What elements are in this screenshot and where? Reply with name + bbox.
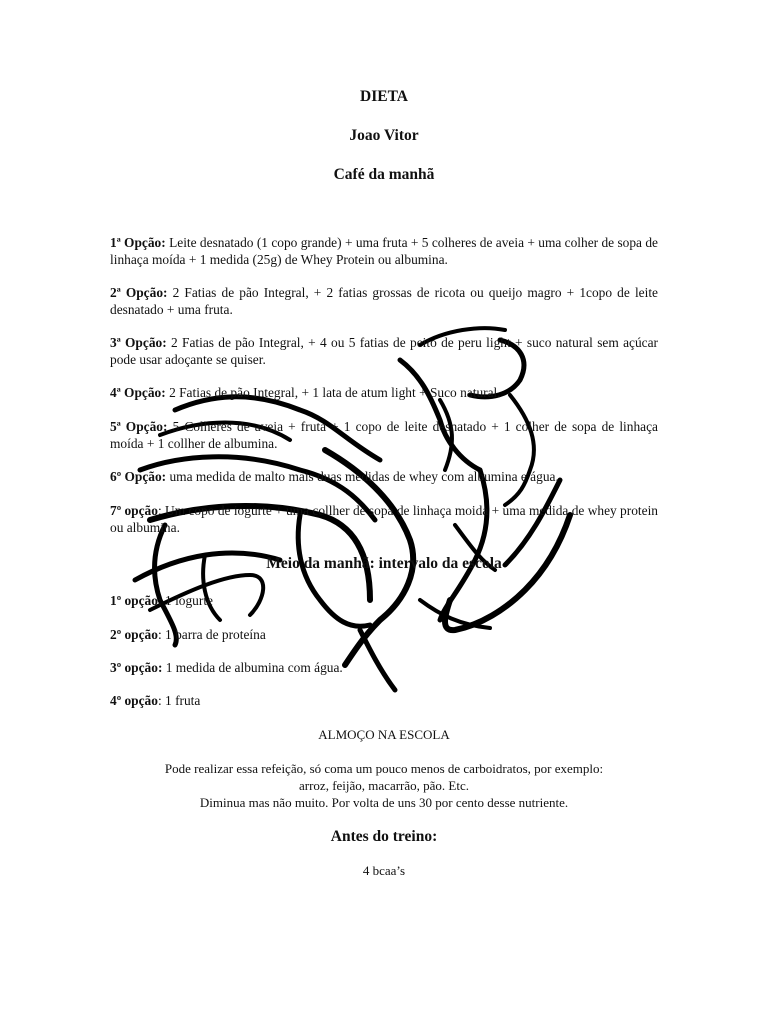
breakfast-option-7 [110,503,658,536]
breakfast-option-4 [110,385,658,402]
option-text: 5 Colheres de aveia + fruta + 1 copo de leite desnatado + 1 colher de sopa de linhaça moída + 1 collher de albumina. [110,419,658,451]
option-text: 2 Fatias de pão Integral, + 2 fatias grossas de ricota ou queijo magro + 1copo de leite desnatado + uma fruta. [110,285,658,317]
option-label: 5ª Opção: [110,419,168,434]
option-label: 4º opção [110,693,158,708]
document-title: DIETA [360,88,408,105]
option-text: : 1 barra de proteína [157,627,266,642]
pretraining-text: 4 bcaa’s [362,863,406,878]
breakfast-heading: Café da manhã [333,166,435,183]
midmorning-heading: Meio da manhã: intervalo da escola [266,555,502,572]
breakfast-option-5 [110,419,658,452]
person-name: Joao Vitor [349,127,419,144]
option-label: 4ª Opção: [110,385,166,400]
option-text: : Um copo de iogurte + uma collher de sopa de linhaça moida + uma medida de whey protein ou albumina. [110,503,658,535]
midmorning-option-3 [110,660,658,677]
midmorning-option-1 [110,593,658,610]
option-text: uma medida de malto mais duas medidas de whey com albumina e água. [166,469,559,484]
midmorning-option-2 [110,627,658,644]
midmorning-option-4 [110,693,658,710]
lunch-heading: ALMOÇO NA ESCOLA [318,727,450,742]
option-label: 3º opção: [110,660,163,675]
option-text: 1 medida de albumina com água. [162,660,343,675]
option-text: 2 Fatias de pão Integral, + 4 ou 5 fatias de peito de peru light + suco natural sem açúcar pode usar adoçante se quiser. [110,335,659,367]
lunch-line-2: arroz, feijão, macarrão, pão. Etc. [299,778,469,793]
option-text: : 1 iogurte [157,593,213,608]
option-text: 2 Fatias de pão Integral, + 1 lata de atum light + Suco natural. [165,385,501,400]
option-label: 2º opção [110,627,158,642]
option-label: 3ª Opção: [110,335,167,350]
pretraining-heading: Antes do treino: [330,828,438,845]
lunch-line-3: Diminua mas não muito. Por volta de uns 30 por cento desse nutriente. [199,795,569,810]
breakfast-option-1 [110,235,658,268]
breakfast-option-6 [110,469,658,486]
option-label: 7º opção [110,503,158,518]
option-label: 1º opção [110,593,158,608]
option-label: 2ª Opção: [110,285,168,300]
option-text: : 1 fruta [157,693,201,708]
breakfast-option-2 [110,285,658,318]
lunch-line-1: Pode realizar essa refeição, só coma um pouco menos de carboidratos, por exemplo: [164,761,604,776]
option-label: 1ª Opção: [110,235,166,250]
option-label: 6º Opção: [110,469,167,484]
option-text: Leite desnatado (1 copo grande) + uma fruta + 5 colheres de aveia + uma colher de sopa de linhaça moída + 1 medida (25g) de Whey Protein ou albumina. [110,235,658,267]
breakfast-option-3 [110,335,658,368]
